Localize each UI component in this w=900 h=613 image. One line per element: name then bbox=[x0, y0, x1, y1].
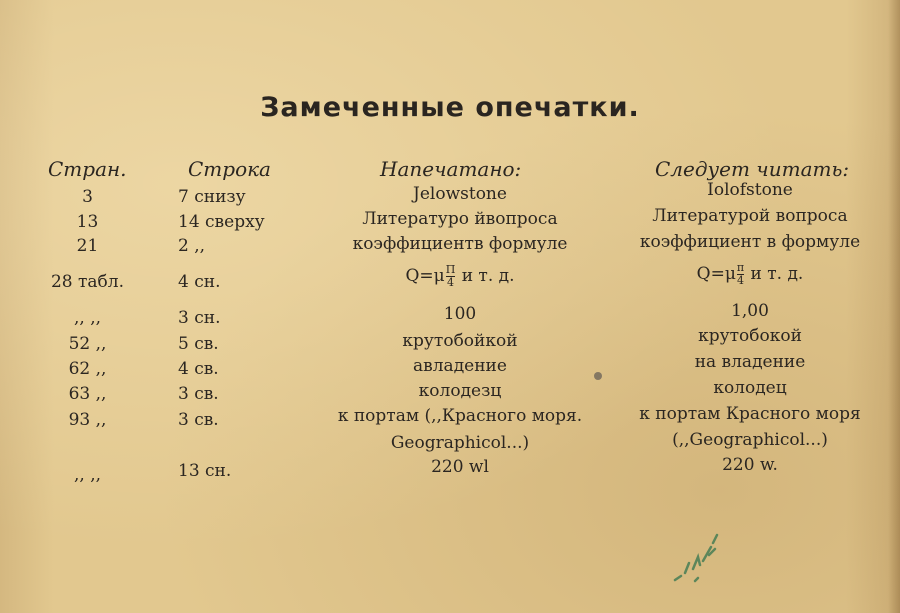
green-stamp-mark bbox=[665, 525, 735, 595]
row-0-page: 3 bbox=[82, 187, 93, 207]
row-6-line: 4 св. bbox=[178, 359, 219, 379]
page-title: Замеченные опечатки. bbox=[260, 92, 640, 123]
row-2-read: коэффициент в формуле bbox=[639, 232, 861, 252]
header-line: Строка bbox=[188, 157, 271, 181]
row-7-printed: колодезц bbox=[418, 381, 502, 401]
row-8-printed: к портам (,,Красного моря. bbox=[337, 406, 583, 426]
row-8-read: к портам Красного моря bbox=[639, 404, 861, 424]
row-3-printed bbox=[300, 264, 620, 289]
row-7-read: колодец bbox=[713, 378, 787, 398]
row-10-line: 13 сн. bbox=[178, 461, 232, 481]
row-7-page: 63 ,, bbox=[68, 384, 107, 404]
row-1-printed: Литературо йвопроса bbox=[362, 209, 558, 229]
formula-printed-tail: и т. д. bbox=[456, 266, 515, 286]
row-10-read: 220 w. bbox=[722, 455, 778, 475]
row-3-page: 28 табл. bbox=[50, 272, 124, 292]
row-3-line: 4 сн. bbox=[178, 272, 221, 292]
formula-read-base: Q=μ bbox=[696, 264, 736, 284]
row-10-printed: 220 wl bbox=[431, 457, 489, 477]
formula-printed-numerator: П bbox=[445, 263, 456, 276]
row-8-page: 93 ,, bbox=[68, 410, 107, 430]
row-5-line: 5 св. bbox=[178, 334, 219, 354]
formula-printed-denominator: 4 bbox=[447, 276, 454, 289]
row-1-page: 13 bbox=[76, 212, 99, 232]
formula-read-denominator: 4 bbox=[736, 274, 744, 287]
row-0-printed: Jelowstone bbox=[413, 184, 507, 204]
row-5-page: 52 ,, bbox=[68, 334, 107, 354]
row-6-page: 62 ,, bbox=[68, 359, 107, 379]
row-10-page: ,, ,, bbox=[73, 465, 102, 485]
formula-printed-fraction bbox=[446, 264, 456, 289]
row-5-printed: крутобойкой bbox=[402, 331, 518, 351]
row-5-read: крутобокой bbox=[698, 326, 802, 346]
row-6-printed: авладение bbox=[413, 356, 507, 376]
row-1-line: 14 сверху bbox=[178, 212, 265, 232]
formula-read-fraction bbox=[737, 262, 744, 287]
header-read: Следует читать: bbox=[655, 157, 850, 181]
row-6-read: на владение bbox=[694, 352, 806, 372]
header-printed: Напечатано: bbox=[380, 157, 522, 181]
header-page: Стран. bbox=[48, 157, 127, 181]
row-2-printed: коэффициентв формуле bbox=[352, 234, 568, 254]
row-4-printed: 100 bbox=[443, 304, 477, 324]
row-9-read: (,,Geographicol...) bbox=[672, 430, 828, 450]
formula-read-numerator: π bbox=[736, 261, 745, 274]
row-1-read: Литературой вопроса bbox=[652, 206, 848, 226]
row-9-printed: Geographicol...) bbox=[390, 433, 530, 453]
row-7-line: 3 св. bbox=[178, 384, 219, 404]
formula-printed-base: Q=μ bbox=[405, 266, 445, 286]
row-3-read bbox=[600, 262, 900, 287]
row-2-line: 2 ,, bbox=[178, 236, 206, 256]
row-0-read: Iolofstone bbox=[707, 180, 793, 200]
row-4-read: 1,00 bbox=[731, 301, 769, 321]
row-8-line: 3 св. bbox=[178, 410, 219, 430]
row-4-line: 3 сн. bbox=[178, 308, 221, 328]
row-2-page: 21 bbox=[76, 236, 99, 256]
formula-read-tail: и т. д. bbox=[745, 264, 804, 284]
row-4-page: ,, ,, bbox=[73, 308, 102, 328]
row-0-line: 7 снизу bbox=[178, 187, 246, 207]
